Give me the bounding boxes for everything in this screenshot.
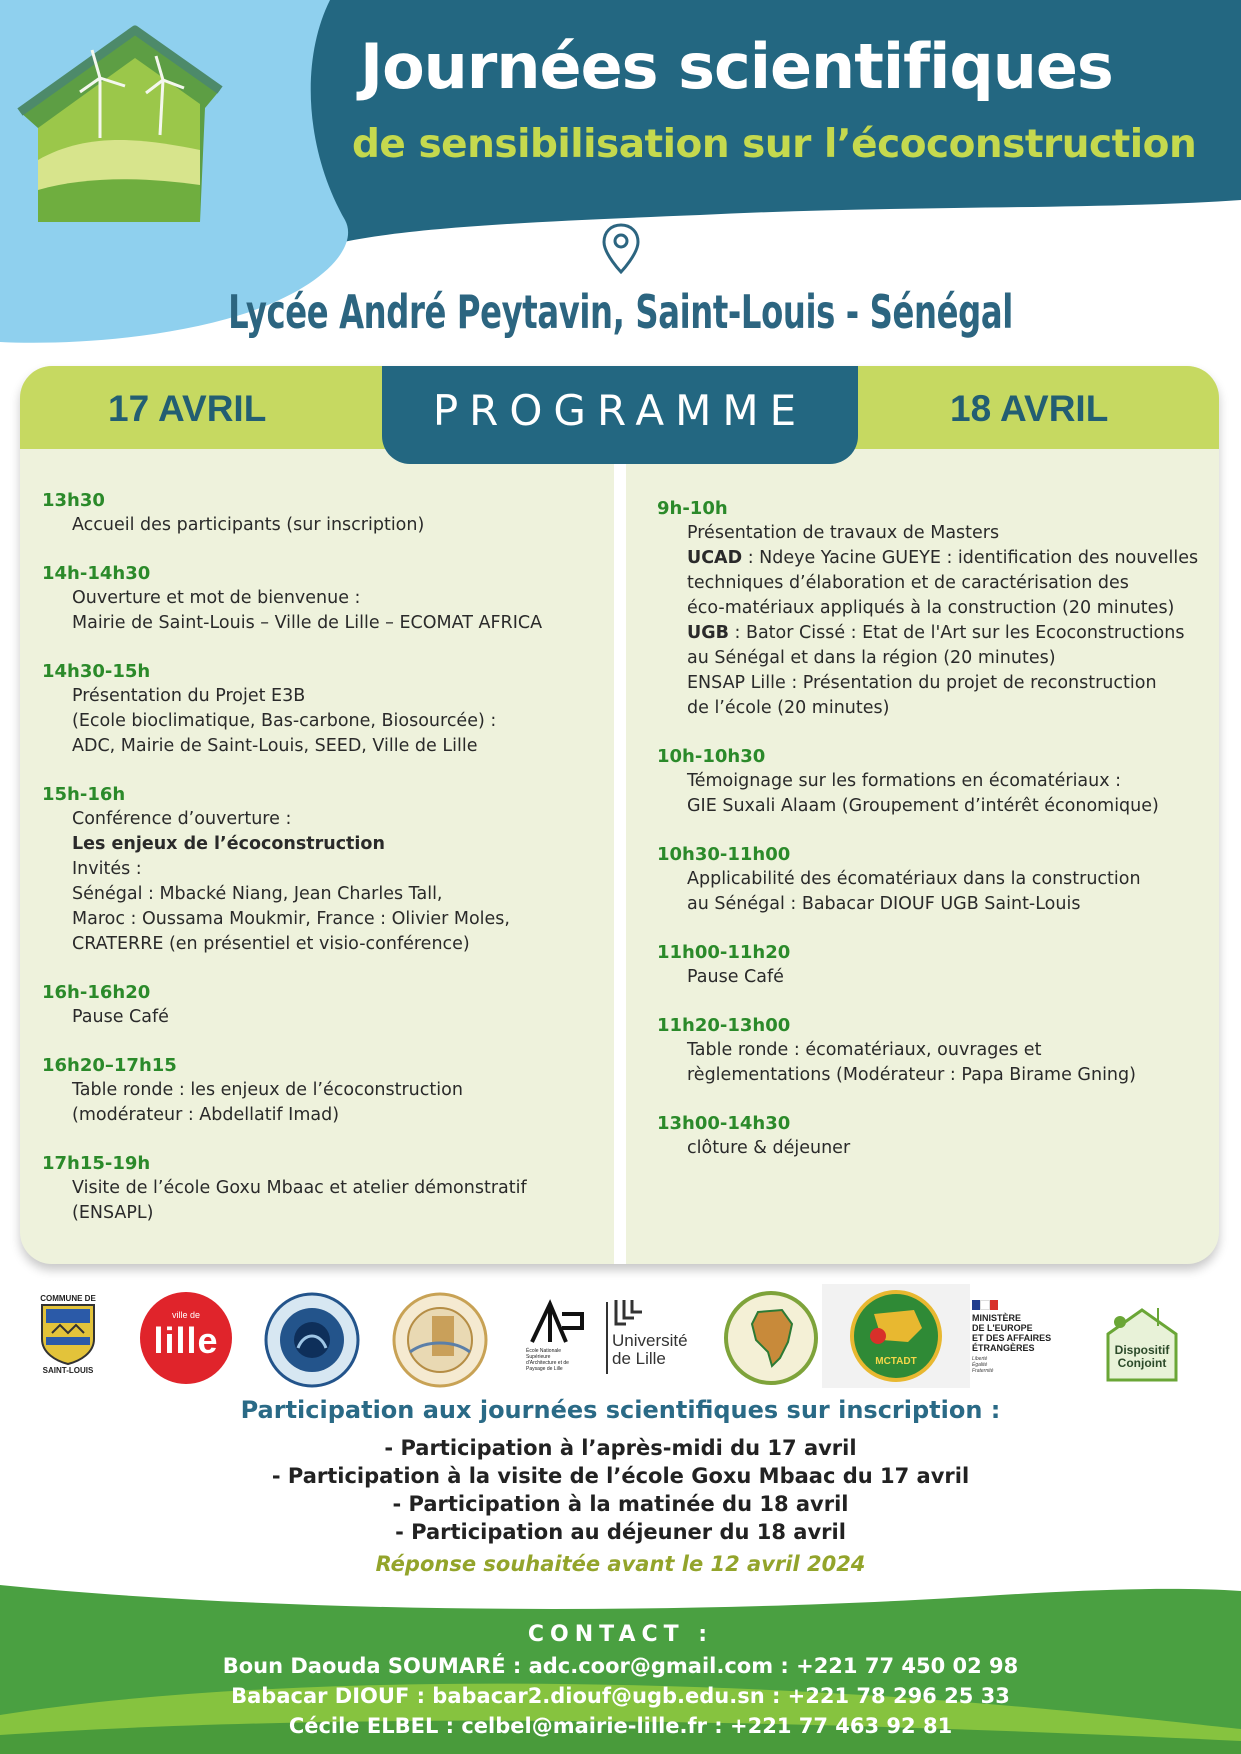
- contact-line: Boun Daouda SOUMARÉ : adc.coor@gmail.com : +221 77 450 02 98: [222, 1654, 1019, 1678]
- response-deadline: Réponse souhaitée avant le 12 avril 2024: [375, 1552, 866, 1576]
- mctadt-logo: [822, 1284, 970, 1388]
- ugb-tag: UGB: [687, 623, 729, 643]
- event-location: Lycée André Peytavin, Saint-Louis - Sénégal: [228, 285, 1013, 339]
- item-time: 15h-16h: [42, 784, 126, 805]
- universite-lille-line: Université: [612, 1331, 688, 1350]
- item-time: 16h-16h20: [42, 982, 151, 1003]
- schedule-item: [657, 940, 1219, 990]
- item-line: (Ecole bioclimatique, Bas-carbone, Biosourcée) :: [72, 711, 497, 731]
- item-line: techniques d’élaboration et de caractérisation des: [687, 573, 1129, 593]
- item-time: 9h-10h: [657, 498, 728, 519]
- item-time: 11h20-13h00: [657, 1015, 791, 1036]
- item-line: règlementations (Modérateur : Papa Birame Gning): [687, 1065, 1136, 1085]
- day-2-label: 18 AVRIL: [950, 388, 1109, 429]
- item-line: : Ndeye Yacine GUEYE : identification des nouvelles: [742, 548, 1199, 568]
- item-time: 10h30-11h00: [657, 844, 791, 865]
- item-line: ENSAP Lille : Présentation du projet de reconstruction: [687, 673, 1157, 693]
- commune-logo-bottom: SAINT-LOUIS: [42, 1366, 94, 1375]
- dispositif-line: Conjoint: [1117, 1356, 1167, 1370]
- commune-logo-top: COMMUNE DE: [40, 1294, 96, 1303]
- ministere-line: MINISTÈRE: [972, 1313, 1022, 1323]
- schedule-item: [657, 1013, 1219, 1088]
- masters-ugb: [657, 621, 1219, 646]
- page-subtitle: de sensibilisation sur l’écoconstruction: [352, 122, 1197, 167]
- ucad-tag: UCAD: [687, 548, 743, 568]
- item-line: Applicabilité des écomatériaux dans la construction: [687, 869, 1141, 889]
- item-line: Présentation du Projet E3B: [72, 686, 306, 706]
- item-line: Présentation de travaux de Masters: [687, 523, 1000, 543]
- item-line: Sénégal : Mbacké Niang, Jean Charles Tall,: [72, 884, 443, 904]
- schedule-item: [42, 1053, 602, 1128]
- column-divider: [614, 464, 626, 1264]
- schedule-item: [42, 782, 602, 957]
- schedule-item: [42, 1151, 602, 1226]
- item-line: au Sénégal : Babacar DIOUF UGB Saint-Louis: [687, 894, 1081, 914]
- schedule-item: [657, 842, 1219, 917]
- ensap-caption-line: Paysage de Lille: [526, 1366, 563, 1372]
- blue-seal-logo: [264, 1292, 360, 1388]
- item-line: Pause Café: [687, 967, 784, 987]
- item-line: Invités :: [72, 859, 142, 879]
- dispositif-name: [1108, 1344, 1176, 1370]
- contact-line: Cécile ELBEL : celbel@mairie-lille.fr : +221 77 463 92 81: [288, 1714, 953, 1738]
- dispositif-line: Dispositif: [1114, 1343, 1170, 1357]
- dispositif-conjoint-logo: [1100, 1302, 1184, 1384]
- schedule-item: [42, 488, 602, 538]
- motto-line: Égalité: [972, 1362, 988, 1368]
- item-line: Conférence d’ouverture :: [72, 809, 292, 829]
- item-line: au Sénégal et dans la région (20 minutes): [687, 648, 1056, 668]
- motto-line: Liberté: [972, 1356, 988, 1362]
- location-pin-icon: [600, 222, 642, 276]
- ministere-line: ÉTRANGÈRES: [972, 1343, 1035, 1353]
- item-line: Pause Café: [72, 1007, 169, 1027]
- item-time: 17h15-19h: [42, 1153, 151, 1174]
- item-line: de l’école (20 minutes): [687, 698, 890, 718]
- contact-title: CONTACT :: [527, 1622, 714, 1647]
- ensap-caption-line: d'Architecture et de: [526, 1360, 569, 1366]
- schedule-item: [42, 659, 602, 759]
- logo-separator: [606, 1302, 608, 1374]
- mctadt-emblem-icon: [822, 1284, 970, 1388]
- item-line: éco-matériaux appliqués à la construction (20 minutes): [687, 598, 1175, 618]
- day-2-schedule: [657, 496, 1219, 1184]
- contact-line: Babacar DIOUF : babacar2.diouf@ugb.edu.sn : +221 78 296 25 33: [231, 1684, 1010, 1708]
- lille-logo-small: ville de: [171, 1310, 200, 1320]
- ministere-line: DE L'EUROPE: [972, 1323, 1033, 1333]
- item-line: CRATERRE (en présentiel et visio-conférence): [72, 934, 470, 954]
- day-1-label: 17 AVRIL: [108, 388, 267, 429]
- schedule-item: [657, 1111, 1219, 1161]
- item-line: Table ronde : écomatériaux, ouvrages et: [687, 1040, 1042, 1060]
- universite-lille-icon: [612, 1298, 644, 1328]
- item-time: 13h00-14h30: [657, 1113, 791, 1134]
- item-line: : Bator Cissé : Etat de l'Art sur les Ecoconstructions: [728, 623, 1185, 643]
- schedule-item: [657, 496, 1219, 721]
- universite-lille-line: de Lille: [612, 1349, 666, 1368]
- ensap-lille-icon: [526, 1298, 588, 1348]
- programme-label: PROGRAMME: [432, 386, 808, 435]
- schedule-item: [42, 980, 602, 1030]
- inscription-item: - Participation à l’après-midi du 17 avril: [384, 1436, 857, 1460]
- coat-of-arms-icon: [38, 1303, 98, 1365]
- mctadt-label: MCTADT: [875, 1356, 917, 1367]
- item-line: (ENSAPL): [72, 1203, 154, 1223]
- item-line: Accueil des participants (sur inscription): [72, 515, 425, 535]
- item-time: 16h20–17h15: [42, 1055, 177, 1076]
- item-time: 11h00-11h20: [657, 942, 791, 963]
- ensap-universite-lille-logo: [526, 1298, 706, 1384]
- item-line: (modérateur : Abdellatif Imad): [72, 1105, 340, 1125]
- item-time: 13h30: [42, 490, 105, 511]
- schedule-item: [42, 561, 602, 636]
- ministere-affaires-etrangeres-logo: [972, 1300, 1082, 1386]
- french-flag-icon: [972, 1300, 998, 1310]
- item-line: Ouverture et mot de bienvenue :: [72, 588, 361, 608]
- inscription-item: - Participation à la visite de l’école Goxu Mbaac du 17 avril: [271, 1464, 970, 1488]
- ministere-name: [972, 1313, 1082, 1353]
- ministere-line: ET DES AFFAIRES: [972, 1333, 1052, 1343]
- inscription-item: - Participation à la matinée du 18 avril: [392, 1492, 849, 1516]
- universite-lille-name: [612, 1332, 688, 1368]
- ensap-caption-line: École Nationale: [526, 1348, 562, 1354]
- ministere-motto: [972, 1356, 1082, 1374]
- item-line: Mairie de Saint-Louis – Ville de Lille – ECOMAT AFRICA: [72, 613, 543, 633]
- item-line: Maroc : Oussama Moukmir, France : Olivier Moles,: [72, 909, 510, 929]
- item-line: Visite de l’école Goxu Mbaac et atelier démonstratif: [72, 1178, 527, 1198]
- ville-de-lille-logo: [140, 1292, 232, 1384]
- conference-title: Les enjeux de l’écoconstruction: [72, 834, 385, 854]
- ensap-caption-line: Supérieure: [526, 1354, 551, 1360]
- page-title: Journées scientifiques: [360, 30, 1113, 103]
- item-time: 10h-10h30: [657, 746, 766, 767]
- item-time: 14h30-15h: [42, 661, 151, 682]
- item-line: Table ronde : les enjeux de l’écoconstruction: [72, 1080, 463, 1100]
- item-line: ADC, Mairie de Saint-Louis, SEED, Ville de Lille: [72, 736, 478, 756]
- masters-ucad: [657, 546, 1219, 571]
- day-1-schedule: [42, 488, 602, 1249]
- programme-tab: [382, 366, 858, 464]
- ensap-caption: [526, 1348, 569, 1372]
- commune-saint-louis-logo: [38, 1294, 98, 1380]
- programme-panel: [20, 366, 1219, 1264]
- item-line: clôture & déjeuner: [687, 1138, 851, 1158]
- lille-logo-word: lille: [153, 1320, 219, 1361]
- item-line: Témoignage sur les formations en écomatériaux :: [687, 771, 1122, 791]
- inscription-item: - Participation au déjeuner du 18 avril: [395, 1520, 846, 1544]
- schedule-item: [657, 744, 1219, 819]
- motto-line: Fraternité: [972, 1368, 994, 1374]
- africa-emblem-logo: [724, 1290, 818, 1386]
- item-line: GIE Suxali Alaam (Groupement d’intérêt économique): [687, 796, 1159, 816]
- item-time: 14h-14h30: [42, 563, 151, 584]
- universite-gaston-berger-logo: [392, 1292, 488, 1388]
- inscription-title: Participation aux journées scientifiques sur inscription :: [240, 1396, 1001, 1424]
